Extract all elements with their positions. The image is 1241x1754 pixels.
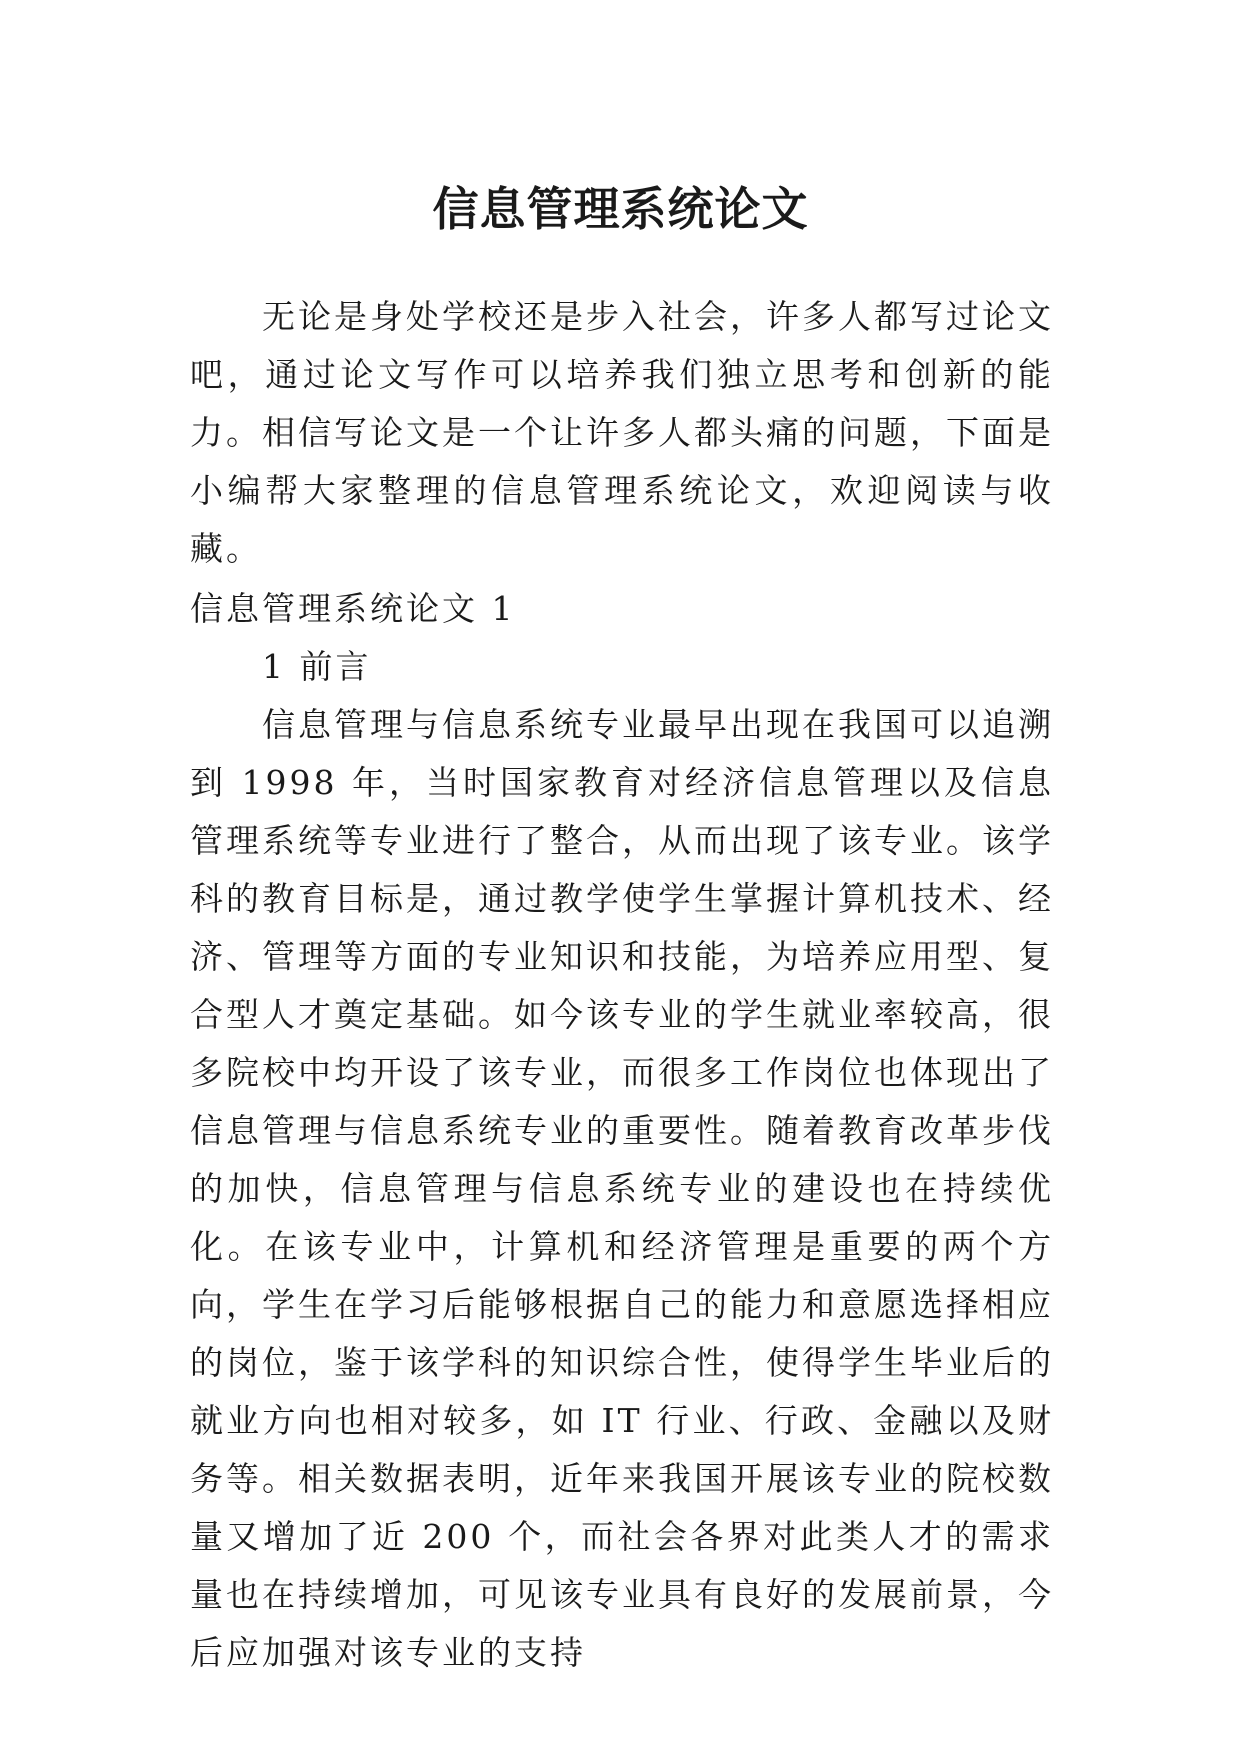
section-heading: 信息管理系统论文 1 <box>190 589 516 628</box>
body-paragraph: 信息管理与信息系统专业最早出现在我国可以追溯到 1998 年，当时国家教育对经济信息管理以及信息管理系统等专业进行了整合，从而出现了该专业。该学科的教育目标是，通过教学使学生掌握计算机技术、经济、管理等方面的专业知识和技能，为培养应用型、复合型人才奠定基础。如今该专业的学生就业率较高，很多院校中均开设了该专业，而很多工作岗位也体现出了信息管理与信息系统专业的重要性。随着教育改革步伐的加快，信息管理与信息系统专业的建设也在持续优化。在该专业中，计算机和经济管理是重要的两个方向，学生在学习后能够根据自己的能力和意愿选择相应的岗位，鉴于该学科的知识综合性，使得学生毕业后的就业方向也相对较多，如 IT 行业、行政、金融以及财务等。相关数据表明，近年来我国开展该专业的院校数量又增加了近 200 个，而社会各界对此类人才的需求量也在持续增加，可见该专业具有良好的发展前景，今后应加强对该专业的支持 <box>190 705 1054 1672</box>
document-title: 信息管理系统论文 <box>432 181 809 236</box>
intro-paragraph: 无论是身处学校还是步入社会，许多人都写过论文吧，通过论文写作可以培养我们独立思考和创新的能力。相信写论文是一个让许多人都头痛的问题，下面是小编帮大家整理的信息管理系统论文，欢迎阅读与收藏。 <box>190 297 1054 568</box>
subheading-preface: 1 前言 <box>262 647 372 686</box>
